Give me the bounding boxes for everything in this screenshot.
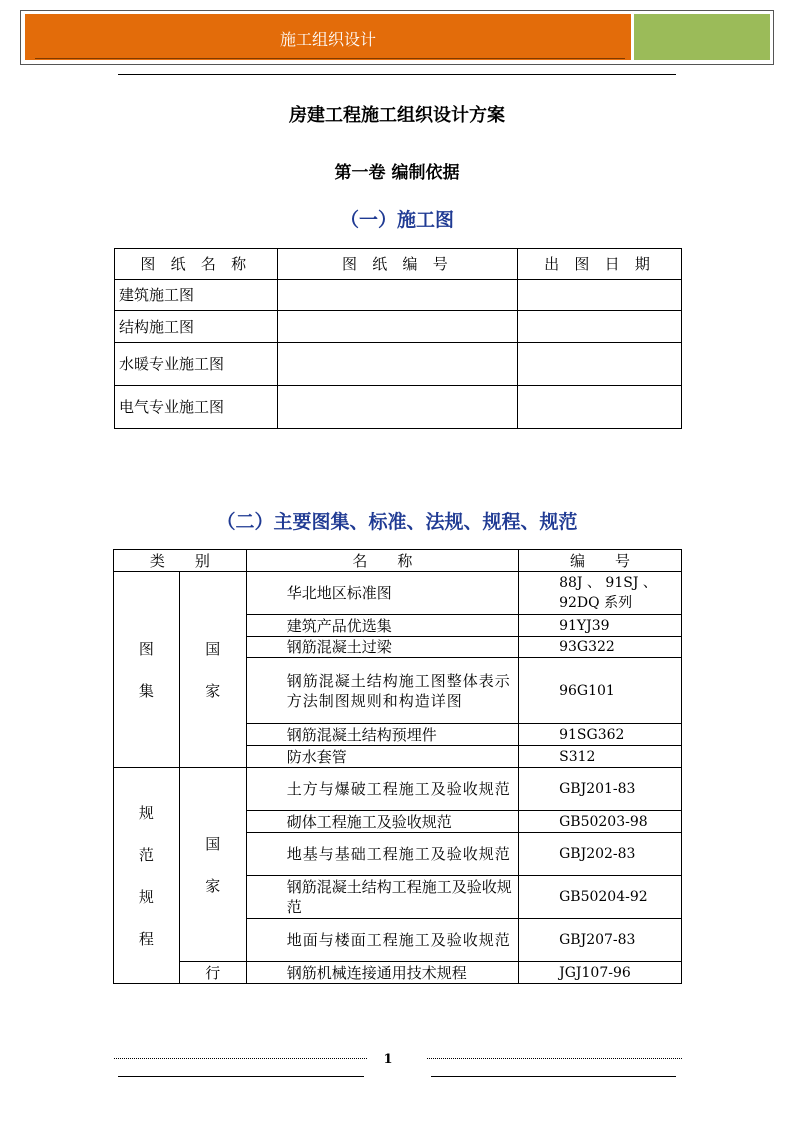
col-header-category: 类 别 [114, 550, 247, 572]
standard-name: 钢筋混凝土结构预埋件 [246, 724, 518, 746]
drawing-name: 电气专业施工图 [115, 386, 278, 429]
standards-table [113, 549, 682, 984]
drawing-number [277, 386, 518, 429]
footer-rule-left [118, 1076, 364, 1077]
standard-name: 土方与爆破工程施工及验收规范 [246, 768, 518, 811]
table-row [115, 343, 682, 386]
standard-code: S312 [519, 746, 682, 768]
standard-code: 91SG362 [519, 724, 682, 746]
standard-code: GB50204-92 [519, 876, 682, 919]
category-char: 范 [138, 845, 154, 864]
volume-title: 第一卷 编制依据 [334, 163, 460, 183]
drawings-table [114, 248, 682, 429]
category-cell [114, 768, 180, 984]
header-title: 施工组织设计 [279, 30, 376, 49]
drawing-name: 建筑施工图 [115, 280, 278, 311]
col-header-title: 名 称 [246, 550, 518, 572]
document-title: 房建工程施工组织设计方案 [289, 105, 505, 126]
level-char: 家 [205, 876, 221, 895]
header-rule [118, 74, 676, 75]
category-char: 图 [138, 639, 154, 658]
standard-name: 钢筋混凝土结构施工图整体表示方法制图规则和构造详图 [246, 658, 518, 724]
drawing-number [277, 311, 518, 343]
table-row [114, 768, 682, 811]
standard-code: JGJ107-96 [519, 962, 682, 984]
drawing-number [277, 280, 518, 311]
level-cell: 行 [179, 962, 246, 984]
level-char: 国 [205, 639, 221, 658]
table-row [115, 280, 682, 311]
table-row [115, 386, 682, 429]
table-row [115, 311, 682, 343]
level-cell [179, 572, 246, 768]
level-char: 国 [205, 834, 221, 853]
col-header-name: 图 纸 名 称 [115, 249, 278, 280]
drawing-date [518, 343, 682, 386]
footer-dotted-line-left [114, 1058, 367, 1059]
standard-code: 96G101 [519, 658, 682, 724]
standard-name: 砌体工程施工及验收规范 [246, 811, 518, 833]
level-char: 家 [205, 681, 221, 700]
header-green-block [634, 14, 770, 60]
table-row [114, 572, 682, 615]
standard-name: 建筑产品优选集 [246, 615, 518, 637]
drawing-date [518, 386, 682, 429]
drawing-number [277, 343, 518, 386]
drawing-name: 水暖专业施工图 [115, 343, 278, 386]
standard-name: 钢筋机械连接通用技术规程 [246, 962, 518, 984]
standard-name: 钢筋混凝土过梁 [246, 637, 518, 658]
standard-name: 地面与楼面工程施工及验收规范 [246, 919, 518, 962]
col-header-code: 编 号 [519, 550, 682, 572]
standard-code: 91YJ39 [519, 615, 682, 637]
category-cell [114, 572, 180, 768]
drawing-date [518, 280, 682, 311]
section1-title: （一）施工图 [339, 209, 454, 231]
category-char: 规 [138, 887, 154, 906]
standard-code: GBJ201-83 [519, 768, 682, 811]
table-header-row [115, 249, 682, 280]
standard-name: 华北地区标准图 [246, 572, 518, 615]
category-char: 规 [138, 803, 154, 822]
standard-code: 93G322 [519, 637, 682, 658]
footer-dotted-line-right [427, 1058, 682, 1059]
standard-name: 地基与基础工程施工及验收规范 [246, 833, 518, 876]
category-char: 程 [138, 929, 154, 948]
table-row [114, 962, 682, 984]
drawing-name: 结构施工图 [115, 311, 278, 343]
col-header-date: 出 图 日 期 [518, 249, 682, 280]
standard-name: 防水套管 [246, 746, 518, 768]
standard-code: GB50203-98 [519, 811, 682, 833]
section2-title: （二）主要图集、标准、法规、规程、规范 [216, 511, 578, 533]
table-header-row [114, 550, 682, 572]
standard-code: GBJ207-83 [519, 919, 682, 962]
footer-rule-right [431, 1076, 676, 1077]
drawing-date [518, 311, 682, 343]
standard-name: 钢筋混凝土结构工程施工及验收规范 [246, 876, 518, 919]
col-header-number: 图 纸 编 号 [277, 249, 518, 280]
standard-code: 88J 、 91SJ 、92DQ 系列 [519, 572, 682, 615]
page-header [20, 10, 774, 65]
header-underline [35, 58, 625, 59]
level-cell [179, 768, 246, 962]
header-orange-band [25, 14, 631, 60]
page-number: 1 [383, 1052, 393, 1067]
standard-code: GBJ202-83 [519, 833, 682, 876]
category-char: 集 [138, 681, 154, 700]
